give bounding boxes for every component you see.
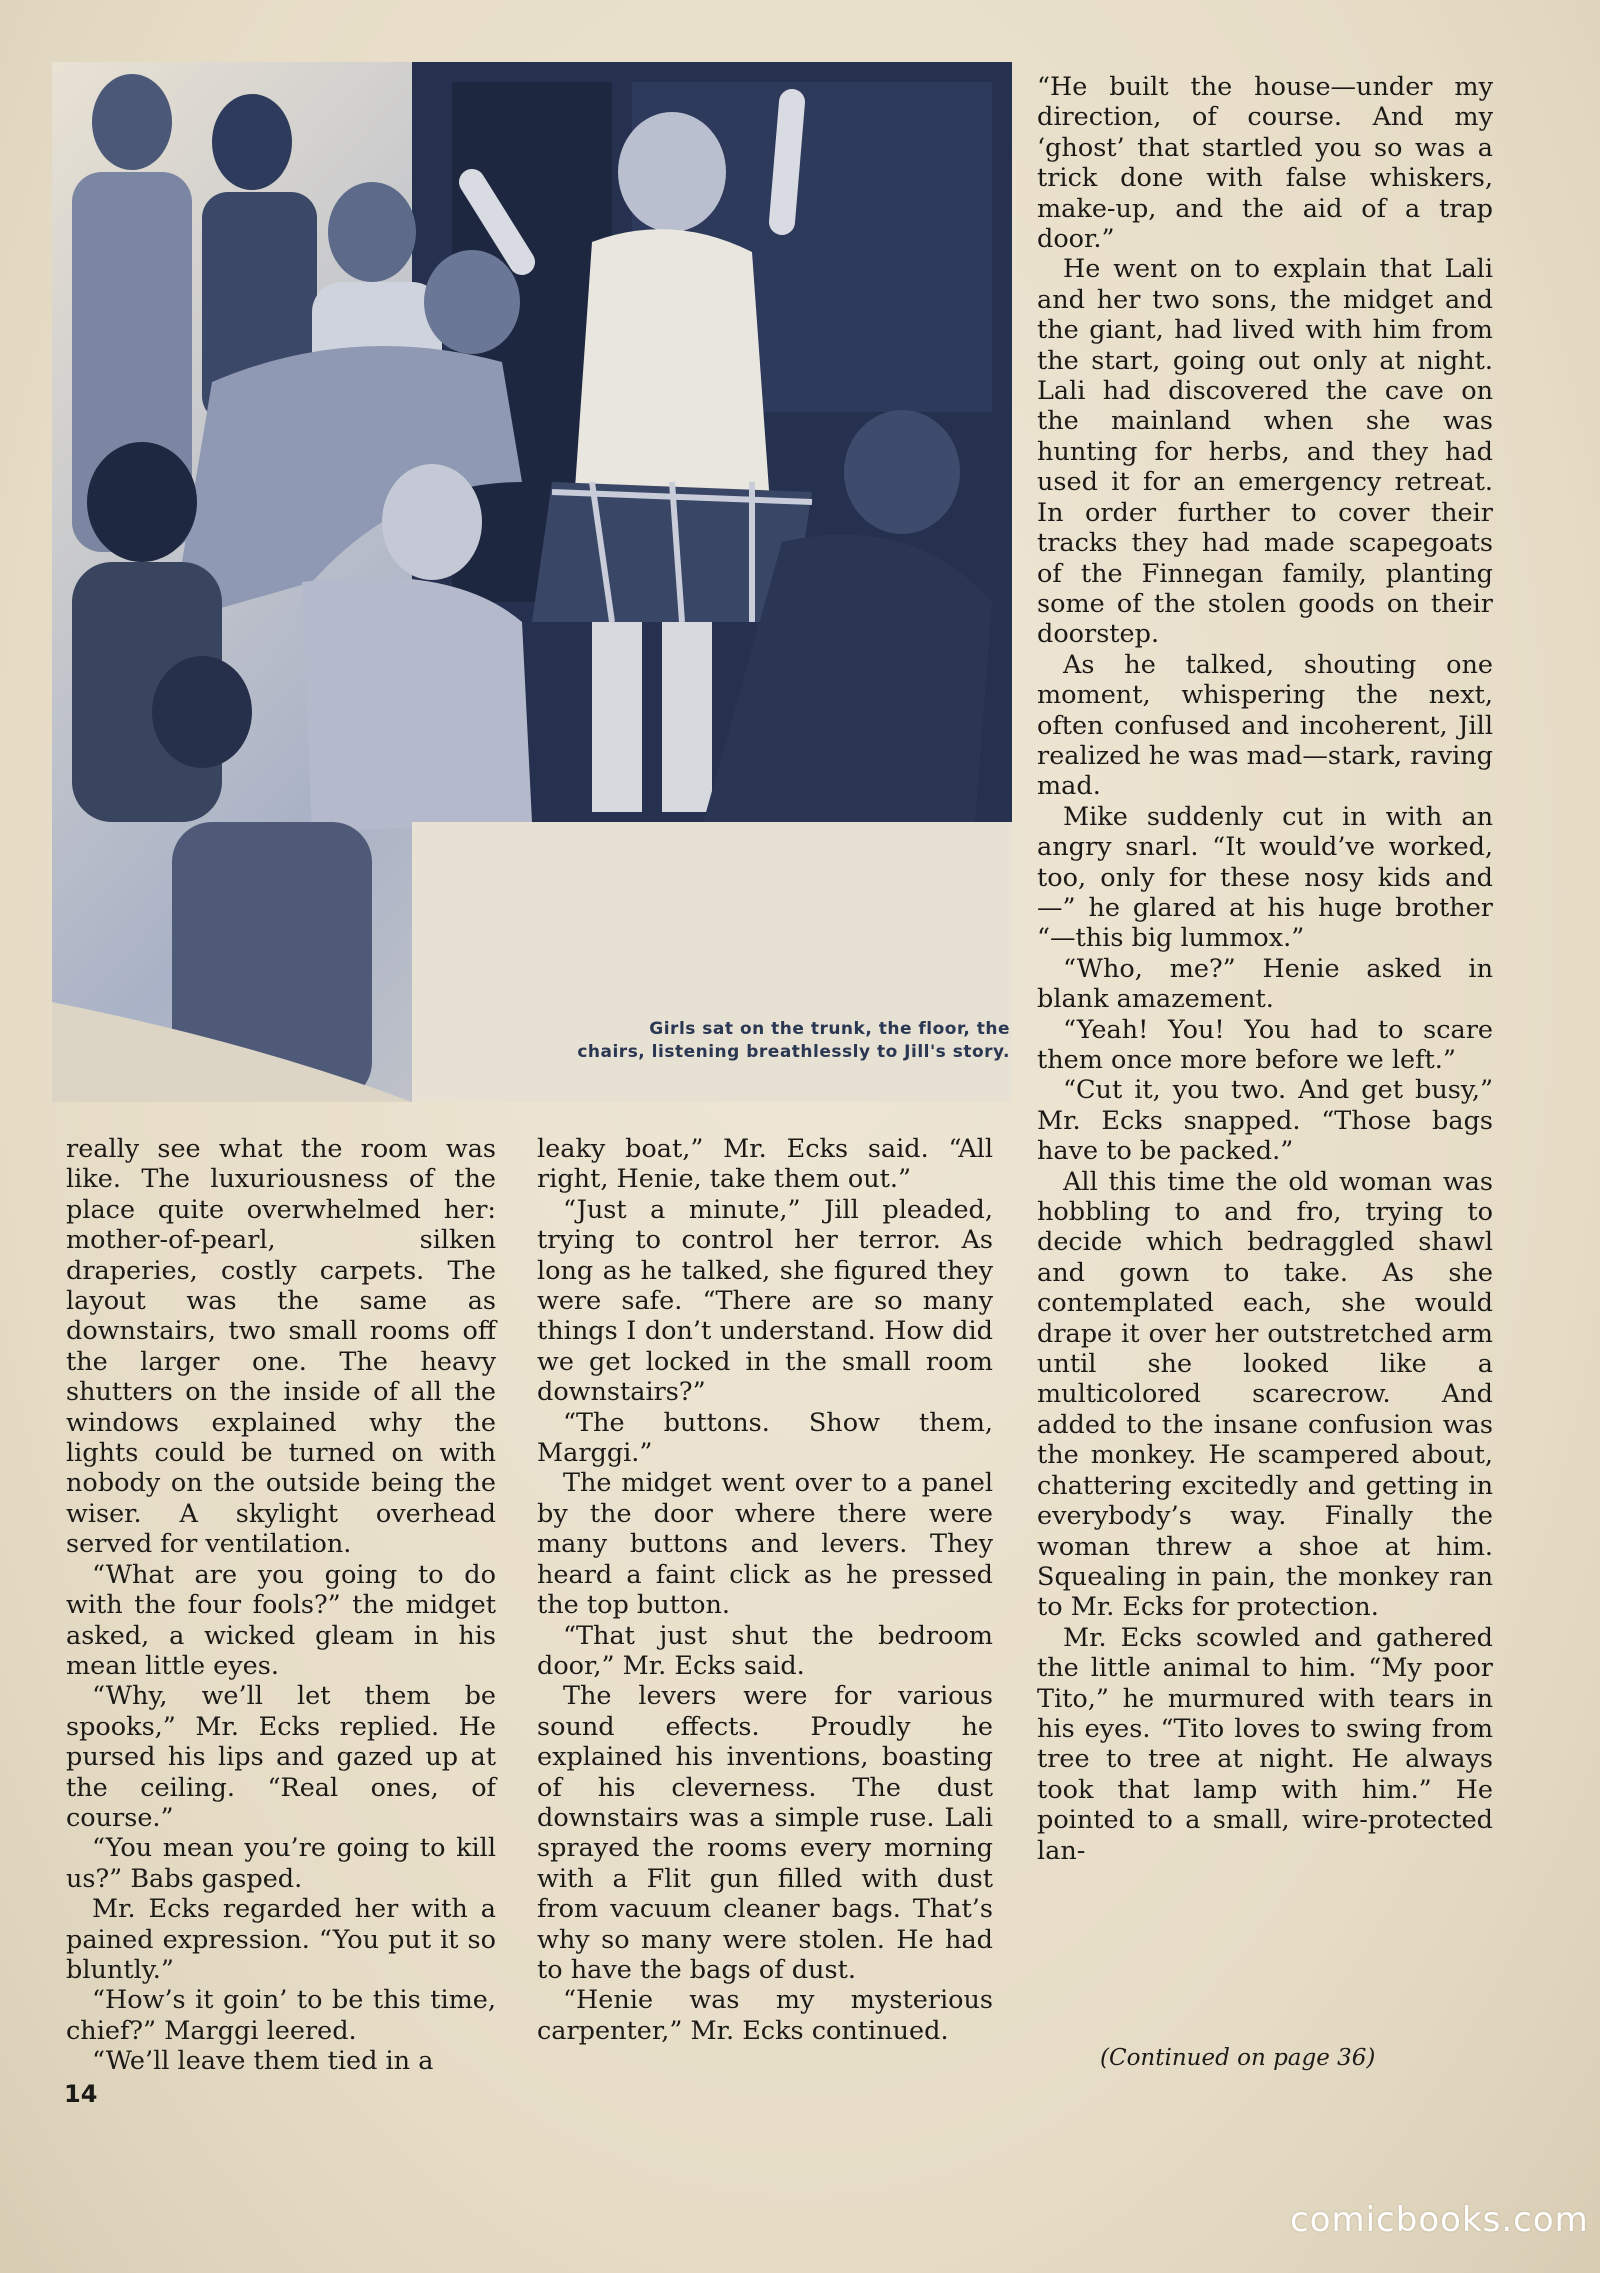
paragraph: “Yeah! You! You had to scare them once more before we left.” [1037,1014,1493,1075]
paragraph: The midget went over to a panel by the door where there were many buttons and levers. They heard a faint click as he pressed the top button. [537,1468,993,1621]
paragraph: “You mean you’re going to kill us?” Babs gasped. [66,1833,496,1894]
paragraph: “The buttons. Show them, Marggi.” [537,1407,993,1469]
paragraph: “That just shut the bedroom door,” Mr. Ecks said. [537,1620,993,1681]
paragraph: Mike suddenly cut in with an angry snarl. “It would’ve worked, too, only for these nosy kids and—” he glared at his huge brother “—this big lummox.” [1037,801,1493,954]
illustration-caption [540,1018,1010,1064]
paragraph: The levers were for various sound effects. Proudly he explained his inventions, boasting of his cleverness. The dust downstairs was a simple ruse. Lali sprayed the rooms every morning with a Flit gun filled with dust from vacuum cleaner bags. That’s why so many were stolen. He had to have the bags of dust. [537,1681,993,1985]
watermark: comicbooks.com [1290,2200,1589,2240]
paragraph: “Why, we’ll let them be spooks,” Mr. Ecks replied. He pursed his lips and gazed up at the ceiling. “Real ones, of course.” [66,1681,496,1833]
paragraph: really see what the room was like. The luxuriousness of the place quite overwhelmed her: mother-of-pearl, silken draperies, costly carpets. The layout was the same as downstairs, two small rooms off the larger one. The heavy shutters on the inside of all the windows explained why the lights could be turned on with nobody on the outside being the wiser. A skylight overhead served for ventilation. [66,1134,496,1560]
paragraph: “He built the house—under my direction, of course. And my ‘ghost’ that startled you so was a trick done with false whiskers, make-up, and the aid of a trap door.” [1037,72,1493,255]
paragraph: “How’s it goin’ to be this time, chief?” Marggi leered. [66,1985,496,2046]
text-column-1 [66,1134,496,2077]
illustration-art [52,62,1012,1102]
paragraph: leaky boat,” Mr. Ecks said. “All right, Henie, take them out.” [537,1134,993,1195]
paragraph: “Who, me?” Henie asked in blank amazement. [1037,953,1493,1015]
paragraph: He went on to explain that Lali and her two sons, the midget and the giant, had lived with him from the start, going out only at night. Lali had discovered the cave on the mainland when she was hunting for herbs, and they had used it for an emergency retreat. In order further to cover their tracks they had made scapegoats of the Finnegan family, planting some of the stolen goods on their doorstep. [1037,254,1493,650]
paragraph: “Cut it, you two. And get busy,” Mr. Ecks snapped. “Those bags have to be packed.” [1037,1075,1493,1167]
paragraph: “Just a minute,” Jill pleaded, trying to control her terror. As long as he talked, she figured they were safe. “There are so many things I don’t understand. How did we get locked in the small room downstairs?” [537,1194,993,1408]
paragraph: Mr. Ecks regarded her with a pained expression. “You put it so bluntly.” [66,1894,496,1985]
paragraph: “Henie was my mysterious carpenter,” Mr. Ecks continued. [537,1985,993,2046]
paragraph: As he talked, shouting one moment, whispering the next, often confused and incoherent, Jill realized he was mad—stark, raving mad. [1037,649,1493,802]
text-column-2 [537,1134,993,2046]
paragraph: Mr. Ecks scowled and gathered the little animal to him. “My poor Tito,” he murmured with tears in his eyes. “Tito loves to swing from tree to tree at night. He always took that lamp with him.” He pointed to a small, wire-protected lan- [1037,1622,1493,1866]
caption-line-2: chairs, listening breathlessly to Jill's story. [577,1042,1010,1062]
paragraph: “We’ll leave them tied in a [92,2046,434,2077]
continued-note: (Continued on page 36) [1100,2045,1376,2071]
paragraph: “What are you going to do with the four fools?” the midget asked, a wicked gleam in his mean little eyes. [66,1559,496,1681]
paragraph: All this time the old woman was hobbling to and fro, trying to decide which bedraggled shawl and gown to take. As she contemplated each, she would drape it over her outstretched arm until she looked like a multicolored scarecrow. And added to the insane confusion was the monkey. He scampered about, chattering excitedly and getting in everybody’s way. Finally the woman threw a shoe at him. Squealing in pain, the monkey ran to Mr. Ecks for protection. [1037,1166,1493,1623]
text-column-3 [1037,72,1493,1866]
page-number: 14 [64,2080,98,2108]
story-illustration [52,62,1012,1102]
caption-line-1: Girls sat on the trunk, the floor, the [649,1019,1010,1039]
